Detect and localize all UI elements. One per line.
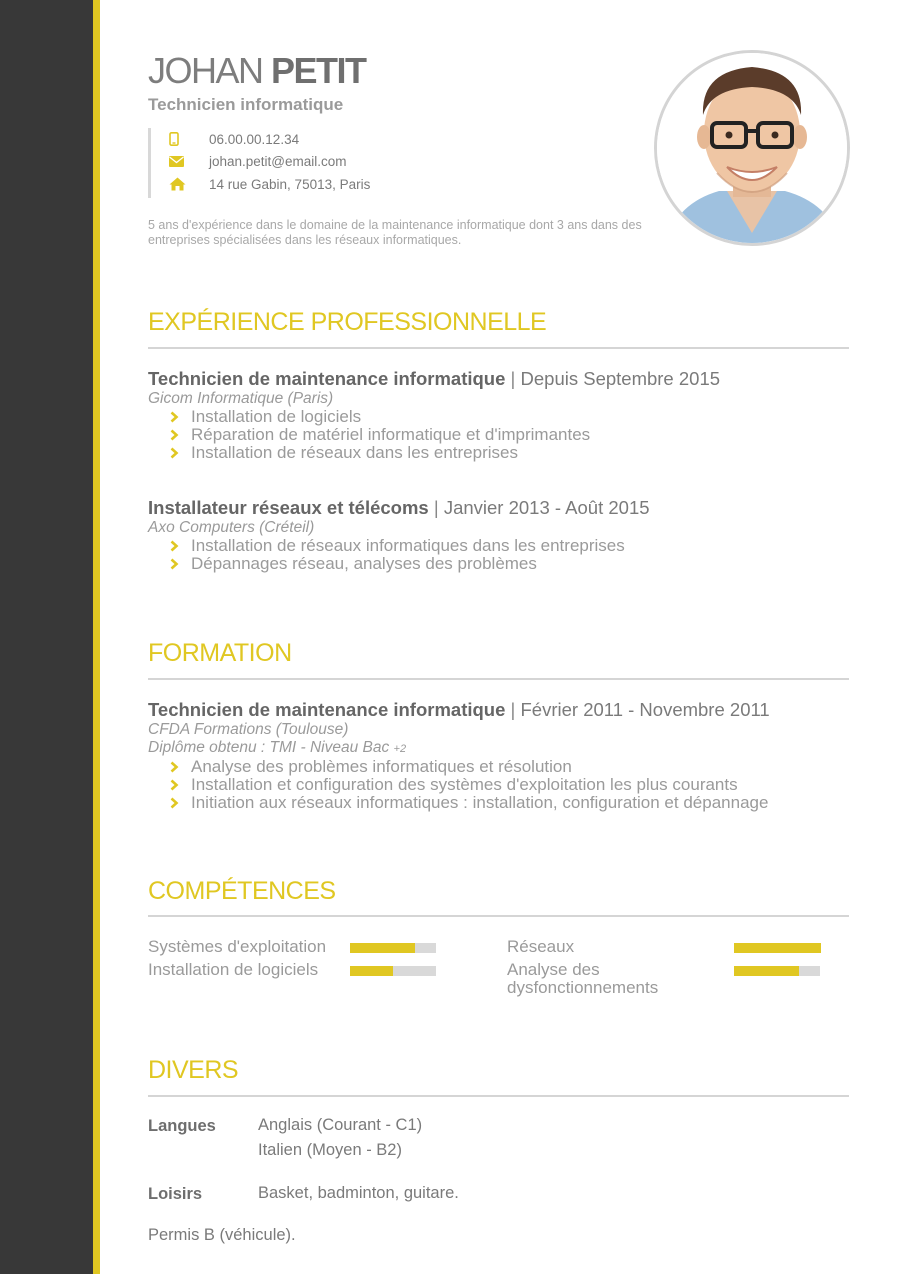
entry-diploma (148, 739, 848, 758)
skills-divider (148, 915, 849, 917)
skill-bar (734, 966, 820, 976)
education-entry (148, 699, 848, 812)
experience-section-title: EXPÉRIENCE PROFESSIONNELLE (148, 308, 547, 336)
list-item (148, 444, 848, 462)
chevron-right-icon (170, 779, 191, 791)
first-name: JOHAN (148, 50, 263, 91)
skill-name: Réseaux (507, 937, 575, 956)
skill-bar-fill (734, 966, 799, 976)
profile-photo (654, 50, 850, 246)
task-list (148, 537, 848, 573)
task-list (148, 408, 848, 462)
envelope-icon (169, 156, 209, 167)
contact-address (169, 173, 370, 196)
profile-summary: 5 ans d'expérience dans le domaine de la maintenance informatique dont 3 ans dans des entreprises spécialisées dans les réseaux informatiques. (148, 218, 642, 247)
entry-separator: | (510, 699, 516, 720)
entry-separator: | (510, 368, 516, 389)
experience-divider (148, 347, 849, 349)
topic-list (148, 758, 848, 812)
education-divider (148, 678, 849, 680)
sidebar-dark-band (0, 0, 93, 1274)
diploma-level: +2 (393, 743, 407, 755)
hobbies-label: Loisirs (148, 1185, 203, 1203)
skill-bar (350, 966, 436, 976)
skill-name: Analyse des dysfonctionnements (507, 960, 659, 997)
experience-entry (148, 368, 848, 462)
entry-role: Installateur réseaux et télécoms (148, 497, 429, 518)
task-text: Dépannages réseau, analyses des problèmes (191, 554, 537, 573)
chevron-right-icon (170, 761, 191, 773)
skill-name: Installation de logiciels (148, 960, 319, 979)
task-text: Installation de réseaux dans les entreprises (191, 443, 518, 462)
chevron-right-icon (170, 447, 191, 459)
topic-text: Initiation aux réseaux informatiques : installation, configuration et dépannage (191, 793, 769, 812)
skill-bar-fill (734, 943, 821, 953)
skill-bar (734, 943, 821, 953)
entry-heading (148, 699, 848, 721)
contact-email (169, 151, 370, 174)
diploma-text: Diplôme obtenu : TMI - Niveau Bac (148, 739, 390, 756)
entry-period: Janvier 2013 - Août 2015 (443, 497, 650, 518)
skill-name: Systèmes d'exploitation (148, 937, 327, 956)
task-text: Installation de logiciels (191, 407, 362, 426)
contact-phone (169, 128, 370, 151)
task-text: Réparation de matériel informatique et d'imprimantes (191, 425, 591, 444)
misc-section-title: DIVERS (148, 1056, 239, 1084)
chevron-right-icon (170, 797, 191, 809)
task-text: Installation de réseaux informatiques dans les entreprises (191, 536, 625, 555)
chevron-right-icon (170, 558, 191, 570)
list-item (148, 408, 848, 426)
chevron-right-icon (170, 540, 191, 552)
list-item (148, 426, 848, 444)
topic-text: Installation et configuration des systèmes d'exploitation les plus courants (191, 775, 738, 794)
contact-block (148, 128, 370, 198)
sidebar-accent-stripe (93, 0, 100, 1274)
home-icon (169, 177, 209, 191)
address-text: 14 rue Gabin, 75013, Paris (209, 176, 371, 192)
hobbies-text: Basket, badminton, guitare. (258, 1184, 459, 1202)
misc-divider (148, 1095, 849, 1097)
skill-bar-fill (350, 966, 393, 976)
entry-period: Depuis Septembre 2015 (520, 368, 721, 389)
chevron-right-icon (170, 429, 191, 441)
skill-bar-fill (350, 943, 415, 953)
entry-heading (148, 497, 848, 519)
candidate-name (148, 50, 366, 92)
entry-company: Axo Computers (Créteil) (148, 519, 315, 536)
list-item (148, 794, 848, 812)
topic-text: Analyse des problèmes informatiques et résolution (191, 757, 572, 776)
phone-text: 06.00.00.12.34 (209, 131, 300, 147)
entry-heading (148, 368, 848, 390)
entry-separator: | (433, 497, 439, 518)
list-item (148, 555, 848, 573)
job-title: Technicien informatique (148, 95, 344, 114)
list-item (148, 537, 848, 555)
languages-label: Langues (148, 1117, 216, 1135)
entry-school: CFDA Formations (Toulouse) (148, 721, 349, 738)
entry-period: Février 2011 - Novembre 2011 (520, 699, 770, 720)
skills-section-title: COMPÉTENCES (148, 877, 336, 905)
education-section-title: FORMATION (148, 639, 292, 667)
mobile-icon (169, 132, 209, 146)
entry-role: Technicien de maintenance informatique (148, 368, 506, 389)
language-item: Anglais (Courant - C1) (258, 1116, 423, 1134)
experience-entry (148, 497, 848, 573)
entry-role: Technicien de maintenance informatique (148, 699, 506, 720)
list-item (148, 776, 848, 794)
list-item (148, 758, 848, 776)
last-name: PETIT (271, 50, 366, 91)
email-text: johan.petit@email.com (209, 154, 347, 170)
driving-license: Permis B (véhicule). (148, 1226, 296, 1244)
entry-company: Gicom Informatique (Paris) (148, 390, 334, 407)
skill-bar (350, 943, 436, 953)
language-item: Italien (Moyen - B2) (258, 1141, 402, 1159)
languages-list (258, 1113, 422, 1163)
chevron-right-icon (170, 411, 191, 423)
